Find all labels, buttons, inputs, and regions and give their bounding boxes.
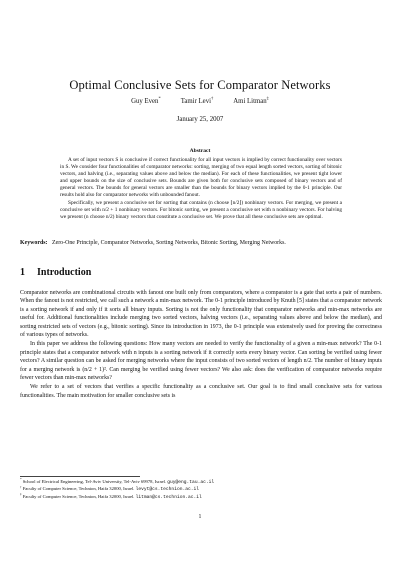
footnote: *School of Electrical Engineering, Tel-Aviv University, Tel-Aviv 69978, Israel. guy@eng.tau.ac.il: [20, 477, 215, 485]
author: Guy Even*: [131, 95, 161, 105]
body-paragraph: In this paper we address the following questions: How many vectors are needed to verify the functionality of a given a min-max network? The 0-1 principle states that a comparator network with n inputs is a sorting network if it correctly sorts every binary vector. Can sorting be verified using fewer vectors? A similar question can be asked for merging networks where the input consists of two sorted vectors of length n/2. The number of binary inputs for a merging network is (n/2 + 1)². Can merging be verified using fewer vectors? We also ask: does the verification of comparator networks require fewer vectors than min-max networks?: [20, 341, 382, 382]
email-link[interactable]: litman@cs.technion.ac.il: [135, 494, 202, 500]
paper-title: Optimal Conclusive Sets for Comparator Networks: [69, 78, 331, 92]
keywords: [20, 239, 382, 247]
section-heading: [20, 267, 91, 278]
paper-date: January 25, 2007: [176, 116, 224, 123]
footnotes: [20, 479, 382, 501]
section-title: Introduction: [37, 267, 92, 278]
section-number: 1: [20, 267, 25, 278]
abstract-paragraph: A set of input vectors S is conclusive if correct functionality for all input vectors is implied by correct functionality over vectors in S. We consider four functionalities of comparator networks: sorting, merging of two equal length sorted vectors, sorting of bitonic vectors, and halving (i.e., separating values above and below the median). For each of these functionalities, we present tight lower and upper bounds on the size of conclusive sets. Bounds are given both for conclusive sets composed of binary vectors and of general vectors. The bounds for general vectors are smaller than the bounds for binary vectors implied by the 0-1 principle. Our results hold also for comparator networks with unbounded fanout.: [60, 157, 342, 198]
footnote: †Faculty of Computer Science, Technion, Haifa 32000, Israel. levyt@cs.technion.ac.il: [20, 484, 199, 493]
keywords-label: Keywords:: [20, 240, 48, 246]
author: Ami Litman‡: [233, 95, 269, 105]
page-number: 1: [198, 514, 202, 520]
author: Tamir Levi†: [180, 95, 214, 105]
body-paragraph: We refer to a set of vectors that verifies a specific functionality as a conclusive set. Our goal is to find small conclusive sets for various functionalities. The main motivation for smaller conclusive sets is: [20, 384, 382, 399]
email-link[interactable]: levyt@cs.technion.ac.il: [135, 487, 199, 493]
author-list: [0, 95, 400, 105]
abstract-heading: Abstract: [189, 148, 211, 154]
introduction-body: [20, 289, 382, 401]
footnote: ‡Faculty of Computer Science, Technion, Haifa 32000, Israel. litman@cs.technion.ac.il: [20, 492, 202, 500]
body-paragraph: Comparator networks are combinational circuits with fanout one built only from comparators, where a comparator is a gate that sorts a pair of numbers. When the fanout is not restricted, we call such a network a min-max network. The 0-1 principle introduced by Knuth [5] states that a comparator network is a sorting network if and only if it sorts all binary inputs. Sorting is not the only functionality that comparator networks and min-max networks are useful for. Additional functionalities include merging two sorted vectors, halving vectors (i.e., separating values above and below the median), and sorting restricted sets of vectors (e.g., bitonic sorting). Since its introduction in 1973, the 0-1 principle was extensively used for proving the correctness of various types of networks.: [20, 290, 382, 339]
abstract: [60, 157, 342, 222]
abstract-paragraph: Specifically, we present a conclusive set for sorting that contains (n choose ⌊n/2⌋) nonbinary vectors. For merging, we present a conclusive set with n/2 + 1 nonbinary vectors. For bitonic sorting, we present a conclusive set with n nonbinary vectors. For halving we present (n choose n/2) binary vectors that constitute a conclusive set. We prove that all these conclusive sets are optimal.: [60, 200, 342, 220]
keywords-text: Zero-One Principle, Comparator Networks, Sorting Networks, Bitonic Sorting, Merging Networks.: [51, 240, 286, 246]
email-link[interactable]: guy@eng.tau.ac.il: [167, 480, 215, 485]
footnote-rule: [20, 476, 140, 477]
